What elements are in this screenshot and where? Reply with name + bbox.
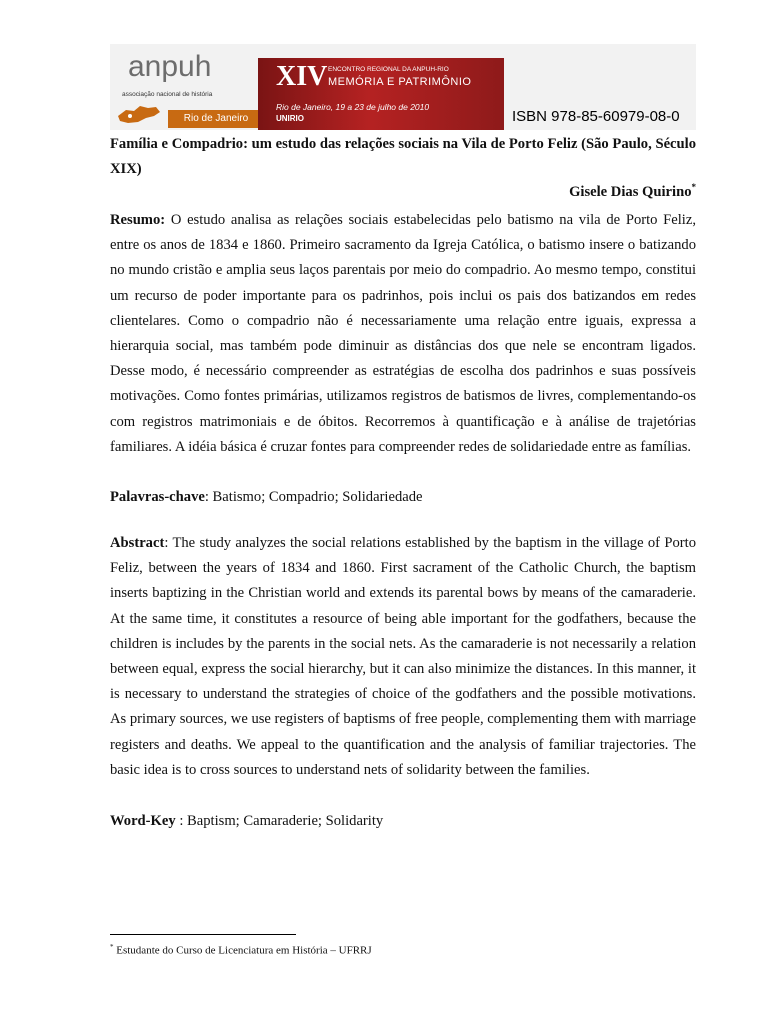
- abstract-text: : The study analyzes the social relations established by the baptism in the village of Porto Feliz, between the years of 1834 and 1860. First sacrament of the Catholic Church, the baptism inserts baptizing in the Christian world and extends its parental bows by means of the camaraderie. At the same time, it constitutes a resource of being able important for the godfathers, because the children is includes by the parents in the social nets. As the camaraderie is not necessarily a relation between equal, express the social hierarchy, but it can also minimize the distances. In this manner, it is necessary to understand the strategies of choice of the godfathers and the possible motivations. As primary sources, we use registers of baptisms of free people, complementing them with marriage registers and deaths. We appeal to the quantification and the analysis of familiar trajectories. The basic idea is to cross sources to understand nets of solidarity between the families.: [110, 535, 697, 778]
- author: [569, 182, 696, 201]
- footnote-text: Estudante do Curso de Licenciatura em História – UFRRJ: [113, 944, 372, 957]
- event-dates: Rio de Janeiro, 19 a 23 de julho de 2010: [276, 102, 430, 112]
- abstract-label: Abstract: [110, 535, 165, 551]
- abstract-paragraph: [110, 531, 696, 783]
- footnote: [110, 940, 372, 958]
- author-footnote-mark: *: [691, 182, 696, 192]
- resumo-paragraph: [110, 208, 696, 460]
- event-theme: MEMÓRIA E PATRIMÔNIO: [328, 76, 472, 88]
- event-number: XIV: [276, 61, 328, 92]
- event-box: [258, 58, 504, 130]
- logo-subtitle: associação nacional de história: [122, 91, 213, 98]
- isbn: ISBN 978-85-60979-08-0: [512, 108, 680, 125]
- keywords-en-label: Word-Key: [110, 813, 176, 829]
- region-label: Rio de Janeiro: [168, 110, 264, 128]
- resumo-text: O estudo analisa as relações sociais estabelecidas pelo batismo na vila de Porto Feliz, entre os anos de 1834 e 1860. Primeiro sacramento da Igreja Católica, o batismo insere o batizando no mundo cristão e amplia seus laços parentais por meio do compadrio. Ao mesmo tempo, constitui um recurso de poder importante para os padrinhos, pois inclui os pais dos batizandos em redes clientelares. Como o compadrio não é necessariamente uma relação entre iguais, expressa a hierarquia social, mas também pode diminuir as distâncias dos que nele se encontram ligados. Desse modo, é necessário compreender as estratégias de escolha dos padrinhos e suas possíveis motivações. Como fontes primárias, utilizamos registros de batismos de livres, complementando-os com registros matrimoniais e de óbitos. Recorremos à quantificação e à análise de trajetórias familiares. A idéia básica é cruzar fontes para compreender redes de solidariedade entre as famílias.: [110, 212, 696, 455]
- anpuh-logo: anpuh: [128, 50, 212, 83]
- keywords-pt: [110, 485, 696, 510]
- footnote-mark: *: [110, 943, 114, 951]
- keywords-pt-text: : Batismo; Compadrio; Solidariedade: [204, 489, 423, 505]
- conference-banner: [110, 44, 696, 130]
- event-subtitle: ENCONTRO REGIONAL DA ANPUH-RIO: [328, 66, 449, 73]
- event-host: UNIRIO: [276, 114, 304, 123]
- footnote-divider: [110, 934, 296, 935]
- paper-title: Família e Compadrio: um estudo das relações sociais na Vila de Porto Feliz (São Paulo, Século XIX): [110, 136, 696, 178]
- rio-map-icon: [116, 102, 162, 126]
- keywords-en-text: : Baptism; Camaraderie; Solidarity: [175, 813, 384, 829]
- author-name: Gisele Dias Quirino: [569, 183, 692, 200]
- keywords-pt-label: Palavras-chave: [110, 489, 205, 505]
- resumo-label: Resumo:: [110, 212, 166, 228]
- keywords-en: [110, 809, 696, 834]
